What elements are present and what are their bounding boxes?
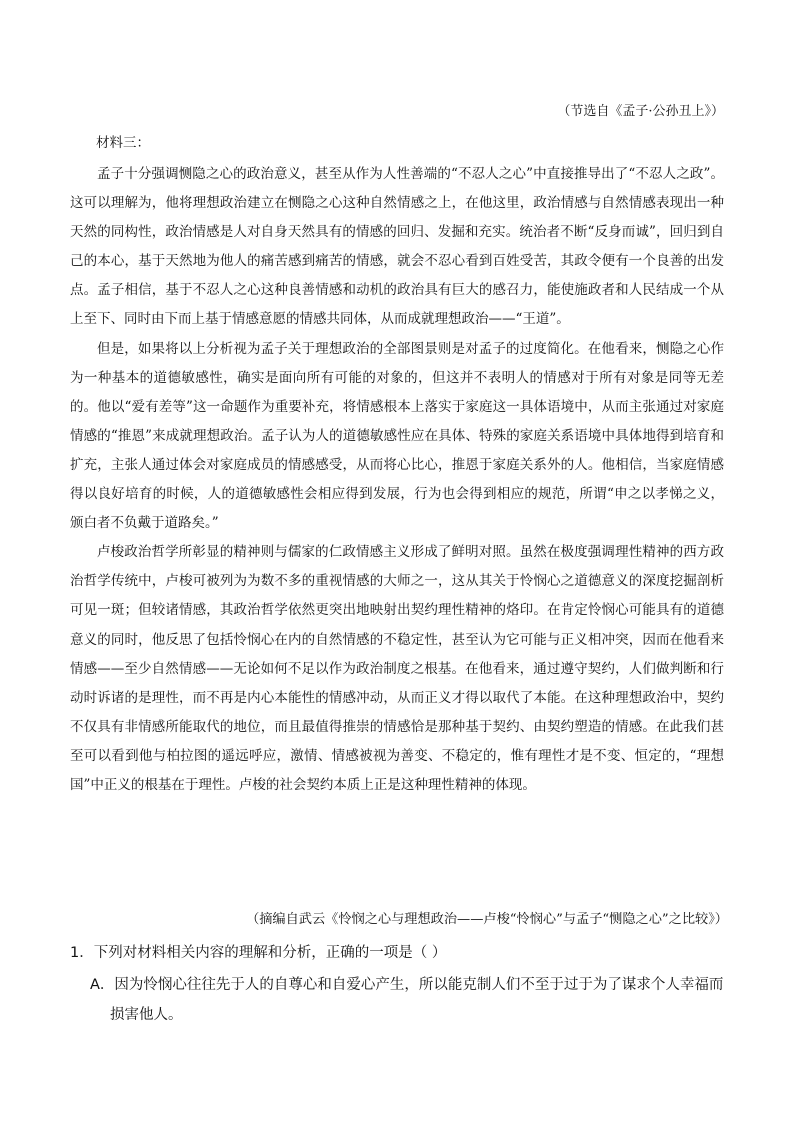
option-a[interactable]: A．因为怜悯心往往先于人的自尊心和自爱心产生，所以能克制人们不至于过于为了谋求个人幸福而损害他人。 [90, 977, 724, 1023]
question-stem: 1．下列对材料相关内容的理解和分析，正确的一项是（ ） [70, 945, 447, 961]
question-block [70, 938, 730, 1030]
paragraph-3: 卢梭政治哲学所彰显的精神则与儒家的仁政情感主义形成了鲜明对照。虽然在极度强调理性精神的西方政治哲学传统中，卢梭可被列为为数不多的重视情感的大师之一，这从其关于怜悯心之道德意义的深度挖掘剖析可见一斑；但较诸情感，其政治哲学依然更突出地映射出契约理性精神的烙印。在肯定怜悯心可能具有的道德意义的同时，他反思了包括怜悯心在内的自然情感的不稳定性，甚至认为它可能与正义相冲突，因而在他看来情感——至少自然情感——无论如何不足以作为政治制度之根基。在他看来，通过遵守契约，人们做判断和行动时诉诸的是理性，而不再是内心本能性的情感冲动，从而正义才得以取代了本能。在这种理想政治中，契约不仅具有非情感所能取代的地位，而且最值得推崇的情感恰是那种基于契约、由契约塑造的情感。在此我们甚至可以看到他与柏拉图的遥远呼应，激情、情感被视为善变、不稳定的，惟有理性才是不变、恒定的，“理想国”中正义的根基在于理性。卢梭的社会契约本质上正是这种理性精神的体现。 [70, 544, 724, 793]
material-text [70, 160, 724, 800]
source-citation-bottom: （摘编自武云《怜悯之心与理想政治——卢梭“怜悯心”与孟子“恻隐之心”之比较》） [246, 912, 728, 927]
material-heading: 材料三： [96, 135, 150, 151]
source-citation-top: （节选自《孟子·公孙丑上》） [557, 104, 724, 119]
paragraph-2: 但是，如果将以上分析视为孟子关于理想政治的全部图景则是对孟子的过度简化。在他看来，恻隐之心作为一种基本的道德敏感性，确实是面向所有可能的对象的，但这并不表明人的情感对于所有对象是同等无差的。他以“爱有差等”这一命题作为重要补充，将情感根本上落实于家庭这一具体语境中，从而主张通过对家庭情感的“推恩”来成就理想政治。孟子认为人的道德敏感性应在具体、特殊的家庭关系语境中具体地得到培育和扩充，主张人通过体会对家庭成员的情感感受，从而将心比心，推恩于家庭关系外的人。他相信，当家庭情感得以良好培育的时候，人的道德敏感性会相应得到发展，行为也会得到相应的规范，所谓“申之以孝悌之义，颁白者不负戴于道路矣。” [70, 340, 724, 532]
paragraph-1: 孟子十分强调恻隐之心的政治意义，甚至从作为人性善端的“不忍人之心”中直接推导出了“不忍人之政”。这可以理解为，他将理想政治建立在恻隐之心这种自然情感之上，在他这里，政治情感与自然情感表现出一种天然的同构性，政治情感是人对自身天然具有的情感的回归、发掘和充实。统治者不断“反身而诚”，回归到自己的本心，基于天然地为他人的痛苦感到痛苦的情感，就会不忍心看到百姓受苦，其政令便有一个良善的出发点。孟子相信，基于不忍人之心这种良善情感和动机的政治具有巨大的感召力，能使施政者和人民结成一个从上至下、同时由下而上基于情感意愿的情感共同体，从而成就理想政治——“王道”。 [70, 166, 724, 328]
